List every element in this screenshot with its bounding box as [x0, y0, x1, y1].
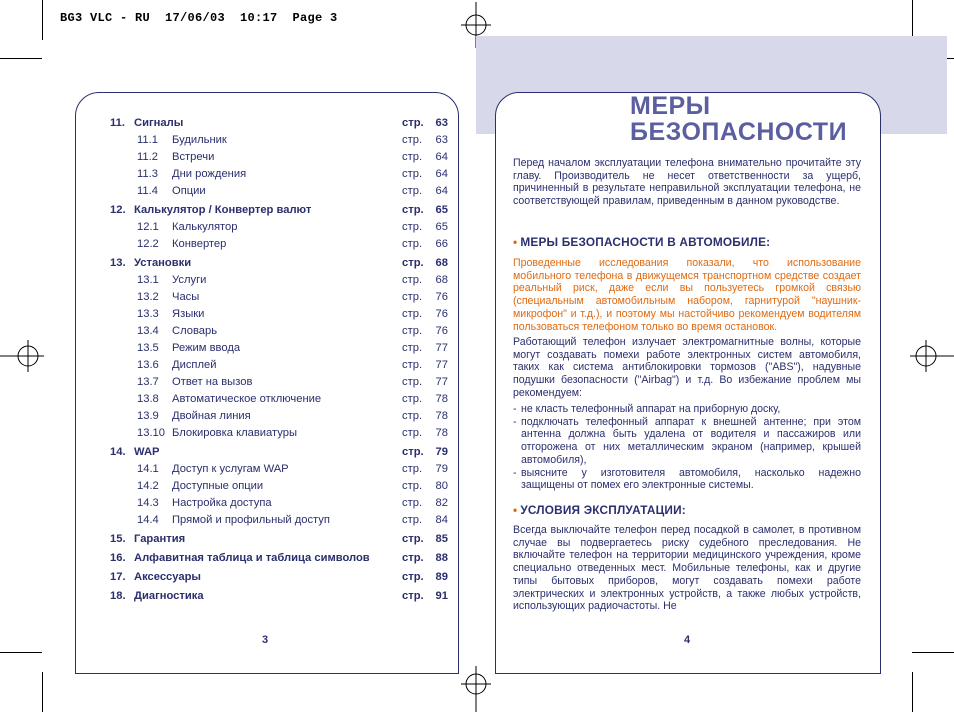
toc-subsection-row	[110, 166, 448, 183]
toc-page-prefix: стр.	[402, 117, 424, 129]
toc-page-prefix: стр.	[402, 514, 423, 526]
bullet-dot: •	[513, 503, 518, 517]
toc-subsection-row	[110, 272, 448, 289]
toc-page-number: 64	[435, 185, 448, 197]
toc-page-number: 77	[435, 376, 448, 388]
list-item	[513, 467, 861, 492]
toc-page-number: 65	[435, 204, 448, 216]
toc-number: 12.1	[137, 221, 159, 233]
toc-page-prefix: стр.	[402, 291, 423, 303]
toc-number: 14.2	[137, 480, 159, 492]
title-line-2: БЕЗОПАСНОСТИ	[630, 118, 848, 146]
toc-number: 13.6	[137, 359, 159, 371]
toc-number: 13.4	[137, 325, 159, 337]
toc-page-number: 78	[435, 393, 448, 405]
list-item-text: выясните у изготовителя автомобиля, насколько надежно защищены от помех его электронные системы.	[521, 466, 861, 492]
section-heading-text: МЕРЫ БЕЗОПАСНОСТИ В АВТОМОБИЛЕ:	[520, 235, 771, 249]
toc-page-prefix: стр.	[402, 552, 424, 564]
section-heading-text: УСЛОВИЯ ЭКСПЛУАТАЦИИ:	[520, 503, 686, 517]
toc-number: 14.	[110, 446, 126, 458]
crop-mark	[42, 672, 43, 712]
toc-number: 14.1	[137, 463, 159, 475]
crop-mark	[912, 0, 913, 40]
toc-number: 13.9	[137, 410, 159, 422]
toc-label: Будильник	[172, 134, 227, 146]
toc-number: 11.	[110, 117, 125, 129]
toc-number: 13.7	[137, 376, 159, 388]
operating-conditions-paragraph: Всегда выключайте телефон перед посадкой в самолет, в противном случае вы подвергаетесь риску судебного преследования. Не включайте телефон на территории медицинского учреждения, кроме специально отведенных мест. Мобильные телефоны, как и другие типы бытовых приборов, могут создавать помехи работе электрических и электронных устройств, а также любых устройств, использующих радиочастоты. Не	[513, 524, 861, 613]
toc-number: 13.8	[137, 393, 159, 405]
toc-page-prefix: стр.	[402, 151, 423, 163]
toc-page-prefix: стр.	[402, 168, 423, 180]
toc-label: Аксессуары	[134, 571, 201, 583]
toc-label: Прямой и профильный доступ	[172, 514, 330, 526]
bullet-marker: -	[513, 415, 517, 428]
toc-page-number: 78	[435, 410, 448, 422]
toc-subsection-row	[110, 425, 448, 442]
toc-subsection-row	[110, 391, 448, 408]
toc-subsection-row	[110, 219, 448, 236]
toc-label: WAP	[134, 446, 160, 458]
list-item-text: подключать телефонный аппарат к внешней антенне; при этом антенна должна быть удалена от водителя и пассажиров или отгорожена от них металлическим экраном (например, крышей автомобиля),	[521, 415, 861, 466]
toc-label: Настройка доступа	[172, 497, 272, 509]
toc-number: 15.	[110, 533, 126, 545]
toc-section-row	[110, 202, 448, 219]
toc-page-prefix: стр.	[402, 427, 423, 439]
toc-label: Конвертер	[172, 238, 227, 250]
toc-subsection-row	[110, 236, 448, 253]
toc-page-prefix: стр.	[402, 185, 423, 197]
toc-section-row	[110, 550, 448, 567]
toc-page-prefix: стр.	[402, 376, 423, 388]
toc-page-number: 79	[435, 446, 448, 458]
toc-number: 14.3	[137, 497, 159, 509]
bullet-dot: •	[513, 235, 518, 249]
toc-label: Услуги	[172, 274, 207, 286]
toc-label: Языки	[172, 308, 205, 320]
toc-page-prefix: стр.	[402, 308, 423, 320]
toc-label: Калькулятор / Конвертер валют	[134, 204, 312, 216]
toc-number: 11.1	[137, 134, 158, 146]
toc-page-number: 84	[435, 514, 448, 526]
toc-label: Сигналы	[134, 117, 184, 129]
toc-label: Часы	[172, 291, 200, 303]
toc-subsection-row	[110, 340, 448, 357]
toc-page-prefix: стр.	[402, 410, 423, 422]
toc-number: 11.3	[137, 168, 158, 180]
registration-mark-left	[0, 336, 44, 376]
toc-number: 13.10	[137, 427, 165, 439]
toc-page-number: 88	[435, 552, 448, 564]
toc-label: Двойная линия	[172, 410, 251, 422]
bullet-marker: -	[513, 403, 517, 415]
crop-mark	[0, 652, 42, 653]
right-page-number: 4	[684, 634, 691, 646]
toc-page-number: 76	[435, 325, 448, 337]
toc-page-number: 77	[435, 342, 448, 354]
toc-page-number: 66	[435, 238, 448, 250]
toc-page-number: 91	[435, 590, 448, 602]
toc-number: 17.	[110, 571, 126, 583]
toc-subsection-row	[110, 289, 448, 306]
toc-page-number: 76	[435, 291, 448, 303]
crop-mark	[42, 0, 43, 40]
toc-number: 18.	[110, 590, 126, 602]
toc-label: Опции	[172, 185, 206, 197]
toc-page-number: 78	[435, 427, 448, 439]
toc-page-prefix: стр.	[402, 134, 423, 146]
toc-number: 13.1	[137, 274, 159, 286]
toc-page-prefix: стр.	[402, 342, 423, 354]
toc-page-number: 77	[435, 359, 448, 371]
list-item	[513, 416, 861, 467]
toc-subsection-row	[110, 461, 448, 478]
toc-page-number: 64	[435, 151, 448, 163]
toc-subsection-row	[110, 512, 448, 529]
toc-subsection-row	[110, 183, 448, 200]
toc-number: 12.	[110, 204, 126, 216]
toc-label: Калькулятор	[172, 221, 238, 233]
toc-page-prefix: стр.	[402, 497, 423, 509]
toc-label: Автоматическое отключение	[172, 393, 322, 405]
toc-section-row	[110, 444, 448, 461]
page-title	[630, 93, 847, 145]
toc-page-prefix: стр.	[402, 325, 423, 337]
toc-page-prefix: стр.	[402, 590, 424, 602]
toc-number: 16.	[110, 552, 126, 564]
toc-page-number: 64	[435, 168, 448, 180]
bullet-marker: -	[513, 466, 517, 479]
toc-label: Алфавитная таблица и таблица символов	[134, 552, 370, 564]
toc-page-prefix: стр.	[402, 446, 424, 458]
registration-mark-right	[910, 336, 954, 376]
toc-subsection-row	[110, 357, 448, 374]
toc-page-number: 85	[435, 533, 448, 545]
toc-page-prefix: стр.	[402, 571, 424, 583]
toc-section-row	[110, 115, 448, 132]
toc-page-number: 79	[435, 463, 448, 475]
toc-page-prefix: стр.	[402, 480, 423, 492]
list-item	[513, 403, 861, 416]
toc-section-row	[110, 255, 448, 272]
toc-subsection-row	[110, 132, 448, 149]
toc-number: 13.5	[137, 342, 159, 354]
toc-subsection-row	[110, 495, 448, 512]
toc-page-prefix: стр.	[402, 221, 423, 233]
car-warning-paragraph: Проведенные исследования показали, что использование мобильного телефона в движущемся транспортном средстве создает реальный риск, даже если вы пользуетесь громкой связью (специальным автомобильным набором, гарнитурой "наушник-микрофон" и т.д.), и поэтому мы настойчиво рекомендуем водителям пользоваться телефоном только во время остановок.	[513, 257, 861, 333]
crop-mark	[0, 58, 42, 59]
toc-page-prefix: стр.	[402, 274, 423, 286]
table-of-contents	[110, 115, 448, 605]
toc-number: 13.2	[137, 291, 159, 303]
toc-label: Дни рождения	[172, 168, 247, 180]
toc-label: Диагностика	[134, 590, 204, 602]
toc-label: Гарантия	[134, 533, 186, 545]
toc-page-number: 82	[435, 497, 448, 509]
toc-subsection-row	[110, 408, 448, 425]
toc-page-number: 65	[435, 221, 448, 233]
toc-page-number: 68	[435, 257, 448, 269]
toc-label: Встречи	[172, 151, 215, 163]
toc-number: 13.3	[137, 308, 159, 320]
toc-number: 13.	[110, 257, 126, 269]
toc-subsection-row	[110, 374, 448, 391]
toc-label: Доступные опции	[172, 480, 264, 492]
toc-page-number: 80	[435, 480, 448, 492]
toc-page-number: 63	[435, 134, 448, 146]
toc-label: Доступ к услугам WAP	[172, 463, 289, 475]
section-heading-car-safety	[513, 235, 770, 249]
toc-page-number: 68	[435, 274, 448, 286]
toc-label: Дисплей	[172, 359, 217, 371]
crop-mark	[912, 672, 913, 712]
toc-page-number: 76	[435, 308, 448, 320]
toc-page-prefix: стр.	[402, 393, 423, 405]
registration-mark-bottom	[459, 666, 493, 712]
crop-mark	[912, 652, 954, 653]
car-recommendations-list	[513, 403, 861, 492]
toc-page-prefix: стр.	[402, 359, 423, 371]
toc-subsection-row	[110, 323, 448, 340]
toc-subsection-row	[110, 306, 448, 323]
toc-section-row	[110, 588, 448, 605]
toc-page-prefix: стр.	[402, 533, 424, 545]
toc-label: Словарь	[172, 325, 218, 337]
toc-number: 12.2	[137, 238, 159, 250]
toc-section-row	[110, 569, 448, 586]
toc-number: 11.4	[137, 185, 158, 197]
toc-page-prefix: стр.	[402, 257, 424, 269]
list-item-text: не класть телефонный аппарат на приборную доску,	[521, 403, 781, 415]
car-emission-paragraph: Работающий телефон излучает электромагнитные волны, которые могут создавать помехи работе электронных систем автомобиля, таких как система антиблокировки тормозов ("ABS"), надувные подушки безопасности ("Airbag") и т.д. Во избежание проблем мы рекомендуем:	[513, 336, 861, 399]
toc-label: Установки	[134, 257, 192, 269]
toc-label: Ответ на вызов	[172, 376, 253, 388]
toc-label: Режим ввода	[172, 342, 241, 354]
toc-page-prefix: стр.	[402, 238, 423, 250]
left-page-number: 3	[262, 634, 269, 646]
toc-number: 14.4	[137, 514, 159, 526]
toc-page-prefix: стр.	[402, 204, 424, 216]
section-heading-operating-conditions	[513, 503, 686, 517]
toc-page-number: 63	[435, 117, 448, 129]
toc-subsection-row	[110, 478, 448, 495]
toc-label: Блокировка клавиатуры	[172, 427, 298, 439]
intro-paragraph: Перед началом эксплуатации телефона внимательно прочитайте эту главу. Производитель не несет ответственности за ущерб, причиненный в результате неправильной эксплуатации телефона, не соответствующей правилам, приведенным в данном руководстве.	[513, 157, 861, 208]
print-header: BG3 VLC - RU 17/06/03 10:17 Page 3	[60, 11, 338, 25]
toc-page-number: 89	[435, 571, 448, 583]
toc-number: 11.2	[137, 151, 158, 163]
title-line-1: МЕРЫ	[630, 92, 711, 120]
toc-page-prefix: стр.	[402, 463, 423, 475]
toc-subsection-row	[110, 149, 448, 166]
toc-section-row	[110, 531, 448, 548]
